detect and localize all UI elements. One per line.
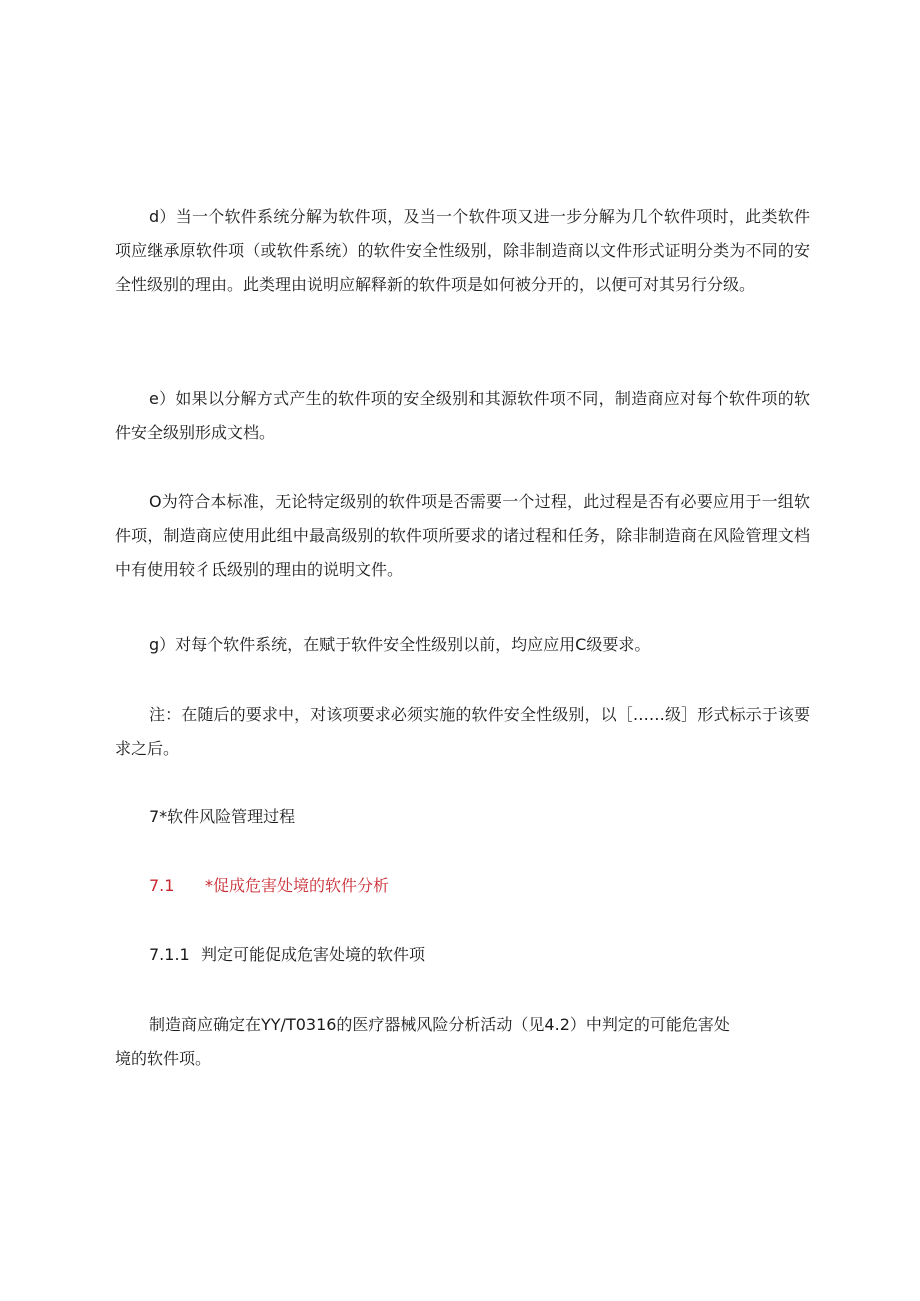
section-7-1-title: *促成危害处境的软件分析: [205, 876, 390, 895]
paragraph-e: e）如果以分解方式产生的软件项的安全级别和其源软件项不同，制造商应对每个软件项的软件安全级别形成文档。: [115, 389, 810, 442]
body-7-1-1-line-2: 境的软件项。: [115, 1049, 212, 1068]
section-7-1-heading: [149, 869, 389, 903]
section-7-heading: 7*软件风险管理过程: [149, 807, 296, 826]
note-paragraph: 注：在随后的要求中，对该项要求必须实施的软件安全性级别，以［……级］形式标示于该要求之后。: [115, 705, 810, 758]
section-7-1-number: 7.1: [149, 876, 175, 895]
body-7-1-1-line-1: 制造商应确定在YY/T0316的医疗器械风险分析活动（见4.2）中判定的可能危害处: [149, 1015, 730, 1034]
section-7-1-1-heading: [149, 938, 425, 972]
paragraph-f: O为符合本标准，无论特定级别的软件项是否需要一个过程，此过程是否有必要应用于一组软件项，制造商应使用此组中最高级别的软件项所要求的诸过程和任务，除非制造商在风险管理文档中有使用较彳氐级别的理由的说明文件。: [115, 492, 810, 579]
section-7-1-1-number: 7.1.1: [149, 945, 190, 964]
paragraph-g: g）对每个软件系统，在赋于软件安全性级别以前，均应应用C级要求。: [149, 635, 651, 654]
paragraph-d: d）当一个软件系统分解为软件项，及当一个软件项又进一步分解为几个软件项时，此类软件项应继承原软件项（或软件系统）的软件安全性级别，除非制造商以文件形式证明分类为不同的安全性级别的理由。此类理由说明应解释新的软件项是如何被分开的，以便可对其另行分级。: [115, 207, 810, 294]
section-7-1-1-title: 判定可能促成危害处境的软件项: [201, 945, 426, 964]
